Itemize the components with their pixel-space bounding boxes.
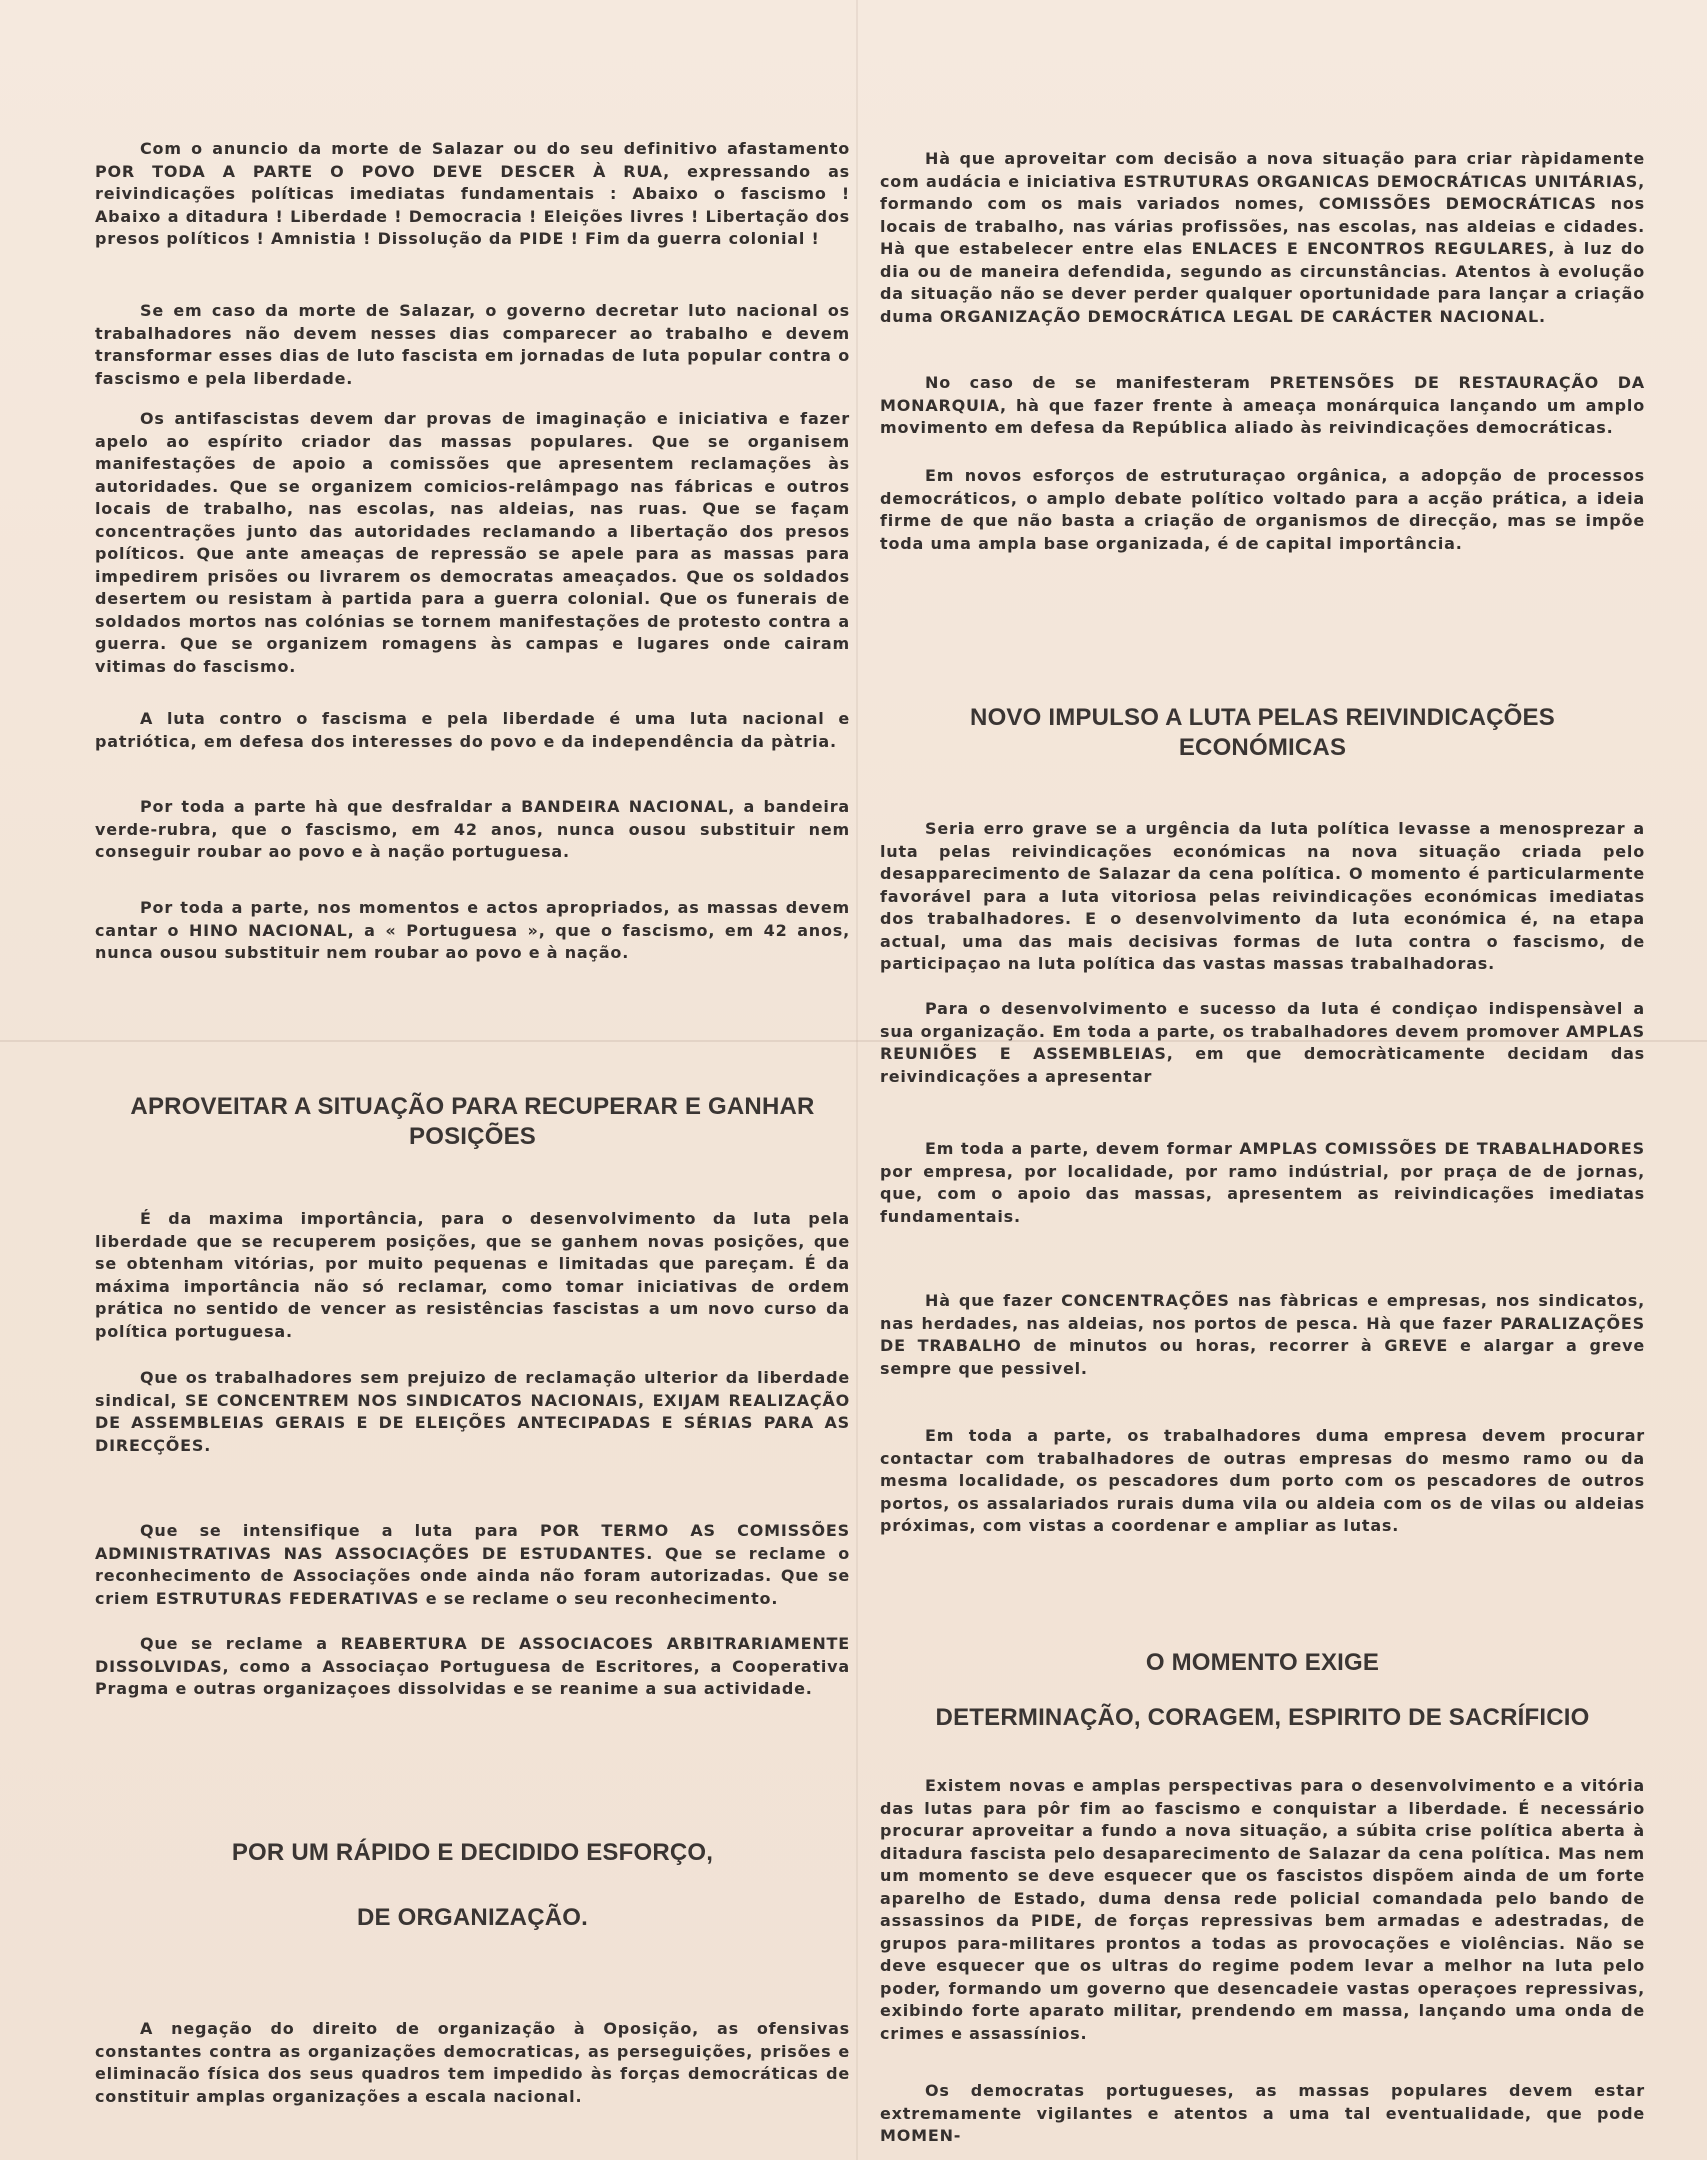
left-paragraph-2: Se em caso da morte de Salazar, o governo decretar luto nacional os trabalhadores não devem nesses dias comparecer ao trabalho e devem transformar esses dias de luto fascista em jornadas de luta popular contra o fascismo e pela liberdade. (95, 301, 850, 388)
left-paragraph-3: Os antifascistas devem dar provas de imaginação e iniciativa e fazer apelo ao espírito criador das massas populares. Que se organisem manifestações de apoio a comissões que apresentem reclamações às autoridades. Que se organizem comicios-relâmpago nas fábricas e outros locais de trabalho, nas escolas, nas aldeias, nas ruas. Que se façam concentrações junto das autoridades reclamando a libertação dos presos políticos. Que ante ameaças de repressão se apele para as massas para impedirem prisões ou livrarem os democratas ameaçados. Que os soldados desertem ou resistam à partida para a guerra colonial. Que os funerais de soldados mortos nas colónias se tornem manifestações de protesto contra a guerra. Que se organizem romagens às campas e lugares onde cairam vitimas do fascismo. (95, 409, 850, 676)
left-column (95, 0, 850, 2160)
right-paragraph-8: Em toda a parte, os trabalhadores duma empresa devem procurar contactar com trabalhadores de outras empresas do mesmo ramo ou da mesma localidade, os pescadores dum porto com os pescadores de outros portos, os assalariados rurais duma vila ou aldeia com os de vilas ou aldeias próximas, com vistas a coordenar e ampliar as lutas. (880, 1426, 1645, 1535)
right-paragraph-1: Hà que aproveitar com decisão a nova situação para criar ràpidamente com audácia e iniciativa ESTRUTURAS ORGANICAS DEMOCRÁTICAS UNITÁRIAS, formando com os mais variados nomes, COMISSÕES DEMOCRÁTICAS nos locais de trabalho, nas várias profissões, nas escolas, nas aldeias e cidades. Hà que estabelecer entre elas ENLACES E ENCONTROS REGULARES, à luz do dia ou de maneira defendida, segundo as circunstâncias. Atentos à evolução da situação não se dever perder qualquer oportunidade para lançar a criação duma ORGANIZAÇÃO DEMOCRÁTICA LEGAL DE CARÁCTER NACIONAL. (880, 149, 1645, 326)
right-paragraph-10: Os democratas portugueses, as massas populares devem estar extremamente vigilantes e atentos a uma tal eventualidade, que pode MOMEN- (880, 2081, 1645, 2145)
right-heading-1: NOVO IMPULSO A LUTA PELAS REIVINDICAÇÕES ECONÓMICAS (970, 704, 1555, 761)
left-paragraph-6: Por toda a parte, nos momentos e actos apropriados, as massas devem cantar o HINO NACIONAL, a « Portuguesa », que o fascismo, em 42 anos, nunca ousou substituir nem roubar ao povo e à nação. (95, 898, 850, 962)
fold-line-vertical (856, 0, 858, 2160)
left-paragraph-9: Que se intensifique a luta para POR TERMO AS COMISSÕES ADMINISTRATIVAS NAS ASSOCIAÇÕES DE ESTUDANTES. Que se reclame o reconhecimento de Associações onde ainda não foram autorizadas. Que se criem ESTRUTURAS FEDERATIVAS e se reclame o seu reconhecimento. (95, 1521, 850, 1608)
left-paragraph-7: É da maxima importância, para o desenvolvimento da luta pela liberdade que se recuperem posições, que se ganhem novas posições, que se obtenham vitórias, por muito pequenas e limitadas que pareçam. É da máxima importância não só reclamar, como tomar iniciativas de ordem prática no sentido de vencer as resistências fascistas a um novo curso da política portuguesa. (95, 1209, 850, 1341)
left-paragraph-11: A negação do direito de organização à Oposição, as ofensivas constantes contra as organizações democraticas, as perseguições, prisões e eliminacão física dos seus quadros tem impedido às forças democráticas de constituir amplas organizações a escala nacional. (95, 2019, 850, 2106)
right-paragraph-3: Em novos esforços de estruturaçao orgânica, a adopção de processos democráticos, o amplo debate político voltado para a acção prática, a ideia firme de que não basta a criação de organismos de direcção, mas se impõe toda uma ampla base organizada, é de capital importância. (880, 466, 1645, 553)
right-paragraph-5: Para o desenvolvimento e sucesso da luta é condiçao indispensàvel a sua organização. Em toda a parte, os trabalhadores devem promover AMPLAS REUNIÕES E ASSEMBLEIAS, em que democràticamente decidam das reivindicações a apresentar (880, 999, 1645, 1086)
right-paragraph-4: Seria erro grave se a urgência da luta política levasse a menosprezar a luta pelas reivindicações económicas na nova situação criada pelo desapparecimento de Salazar da cena política. O momento é particularmente favorável para a luta vitoriosa pelas reivindicações económicas imediatas dos trabalhadores. E o desenvolvimento da luta económica é, na etapa actual, uma das mais decisivas formas de luta contra o fascismo, de participaçao na luta política das vastas massas trabalhadoras. (880, 819, 1645, 973)
right-paragraph-6: Em toda a parte, devem formar AMPLAS COMISSÕES DE TRABALHADORES por empresa, por localidade, por ramo indústrial, por praça de de jornas, que, com o apoio das massas, apresentem as reivindicações imediatas fundamentais. (880, 1139, 1645, 1226)
right-heading-2b: DETERMINAÇÃO, CORAGEM, ESPIRITO DE SACRÍFICIO (935, 1704, 1590, 1731)
left-paragraph-8: Que os trabalhadores sem prejuizo de reclamação ulterior da liberdade sindical, SE CONCENTREM NOS SINDICATOS NACIONAIS, EXIJAM REALIZAÇÃO DE ASSEMBLEIAS GERAIS E DE ELEIÇÕES ANTECIPADAS E SÉRIAS PARA AS DIRECÇÕES. (95, 1368, 850, 1455)
right-paragraph-2: No caso de se manifesteram PRETENSÕES DE RESTAURAÇÃO DA MONARQUIA, hà que fazer frente à ameaça monárquica lançando um amplo movimento em defesa da República aliado às reivindicações democráticas. (880, 373, 1645, 437)
left-heading-2a: POR UM RÁPIDO E DECIDIDO ESFORÇO, (231, 1839, 714, 1866)
left-heading-1: APROVEITAR A SITUAÇÃO PARA RECUPERAR E GANHAR POSIÇÕES (130, 1093, 815, 1150)
right-paragraph-7: Hà que fazer CONCENTRAÇÕES nas fàbricas e empresas, nos sindicatos, nas herdades, nas aldeias, nos portos de pesca. Hà que fazer PARALIZAÇÕES DE TRABALHO de minutos ou horas, recorrer à GREVE e alargar a greve sempre que pessivel. (880, 1291, 1645, 1378)
left-paragraph-5: Por toda a parte hà que desfraldar a BANDEIRA NACIONAL, a bandeira verde-rubra, que o fascismo, em 42 anos, nunca ousou substituir nem conseguir roubar ao povo e à nação portuguesa. (95, 797, 850, 861)
left-heading-2b: DE ORGANIZAÇÃO. (357, 1904, 588, 1931)
right-heading-2a: O MOMENTO EXIGE (1145, 1649, 1380, 1676)
left-paragraph-10: Que se reclame a REABERTURA DE ASSOCIACOES ARBITRARIAMENTE DISSOLVIDAS, como a Associaçao Portuguesa de Escritores, a Cooperativa Pragma e outras organizaçoes dissolvidas e se reanime a sua actividade. (95, 1634, 850, 1698)
right-paragraph-9: Existem novas e amplas perspectivas para o desenvolvimento e a vitória das lutas para pôr fim ao fascismo e conquistar a liberdade. É necessário procurar aproveitar a fundo a nova situação, a súbita crise política aberta à ditadura fascista pelo desaparecimento de Salazar da cena política. Mas nem um momento se deve esquecer que os fascistos dispõem ainda de um forte aparelho de Estado, duma densa rede policial comandada pelo bando de assassinos da PIDE, de forças repressivas bem armadas e adestradas, de grupos para-militares prontos a todas as provocações e violências. Não se deve esquecer que os ultras do regime podem levar a melhor na luta pelo poder, formando um governo que desencadeie vastas operaçoes repressivas, exibindo forte aparato militar, prendendo em massa, lançando uma onda de crimes e assassínios. (880, 1776, 1645, 2043)
left-paragraph-1: Com o anuncio da morte de Salazar ou do seu definitivo afastamento POR TODA A PARTE O POVO DEVE DESCER À RUA, expressando as reivindicações políticas imediatas fundamentais : Abaixo o fascismo ! Abaixo a ditadura ! Liberdade ! Democracia ! Eleições livres ! Libertação dos presos políticos ! Amnistia ! Dissolução da PIDE ! Fim da guerra colonial ! (95, 139, 850, 248)
left-paragraph-4: A luta contro o fascisma e pela liberdade é uma luta nacional e patriótica, em defesa dos interesses do povo e da independência da pàtria. (95, 709, 850, 751)
right-column (880, 0, 1645, 2160)
